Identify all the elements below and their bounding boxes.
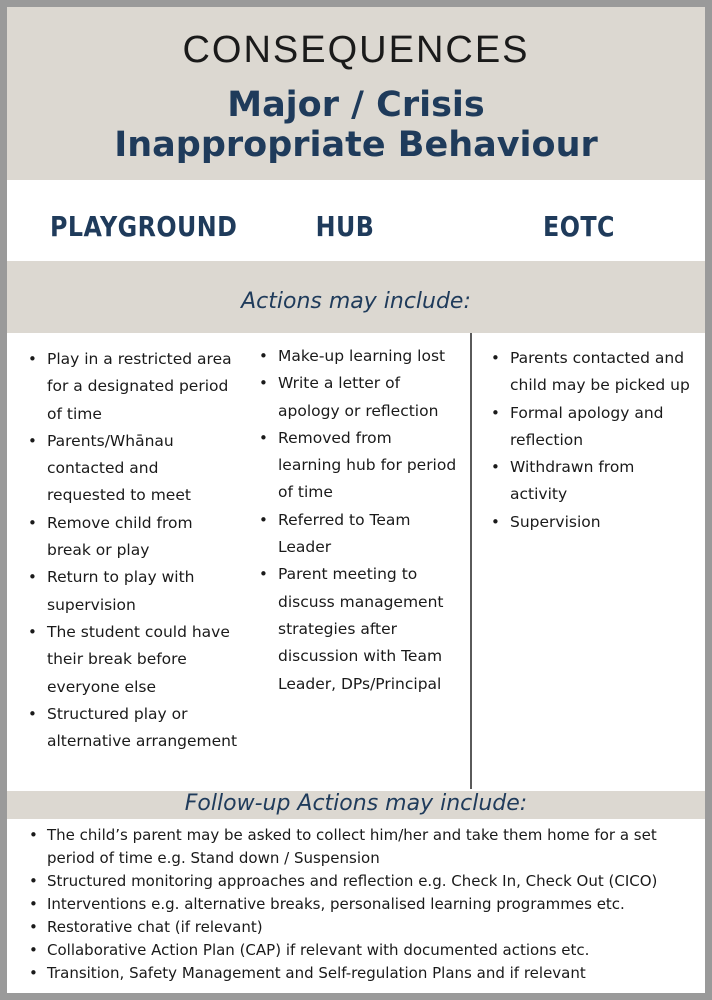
list-item: • Parents contacted and child may be picked up [491,345,691,400]
title-line-1: Major / Crisis [227,85,485,125]
list-item: • Withdrawn from activity [491,454,691,509]
list-item: • Transition, Safety Management and Self-regulation Plans and if relevant [29,962,699,985]
list-item: • Removed from learning hub for period of time [259,425,459,507]
title-consequences: CONSEQUENCES [182,29,530,71]
list-item: • Referred to Team Leader [259,507,459,562]
list-item: • Structured monitoring approaches and reflection e.g. Check In, Check Out (CICO) [29,870,699,893]
title-band [7,7,705,180]
list-item: • Structured play or alternative arrangement [28,701,238,756]
list-item: • Parent meeting to discuss management strategies after discussion with Team Leader, DPs/Principal [259,561,459,697]
title-line-2: Inappropriate Behaviour [114,125,598,165]
hub-list [259,343,459,698]
list-item: • Write a letter of apology or reflection [259,370,459,425]
playground-list [28,346,238,755]
list-item: • Supervision [491,509,691,536]
followup-list [29,824,699,985]
header-playground: PLAYGROUND [50,210,238,243]
list-item: • Return to play with supervision [28,564,238,619]
list-item: • Parents/Whānau contacted and requested to meet [28,428,238,510]
list-item: • The child’s parent may be asked to collect him/her and take them home for a set period of time e.g. Stand down / Suspension [29,824,699,870]
actions-band [7,261,705,333]
eotc-list [491,345,691,536]
list-item: • Make-up learning lost [259,343,459,370]
header-eotc: EOTC [543,210,615,243]
header-hub: HUB [315,210,375,243]
followup-heading: Follow-up Actions may include: [184,791,528,816]
consequences-card [7,7,705,993]
column-divider [470,333,472,789]
actions-heading: Actions may include: [241,289,471,314]
title-main [7,85,705,165]
list-item: • The student could have their break before everyone else [28,619,238,701]
list-item: • Play in a restricted area for a designated period of time [28,346,238,428]
list-item: • Formal apology and reflection [491,400,691,455]
followup-band [7,791,705,819]
list-item: • Restorative chat (if relevant) [29,916,699,939]
list-item: • Interventions e.g. alternative breaks, personalised learning programmes etc. [29,893,699,916]
list-item: • Collaborative Action Plan (CAP) if relevant with documented actions etc. [29,939,699,962]
list-item: • Remove child from break or play [28,510,238,565]
